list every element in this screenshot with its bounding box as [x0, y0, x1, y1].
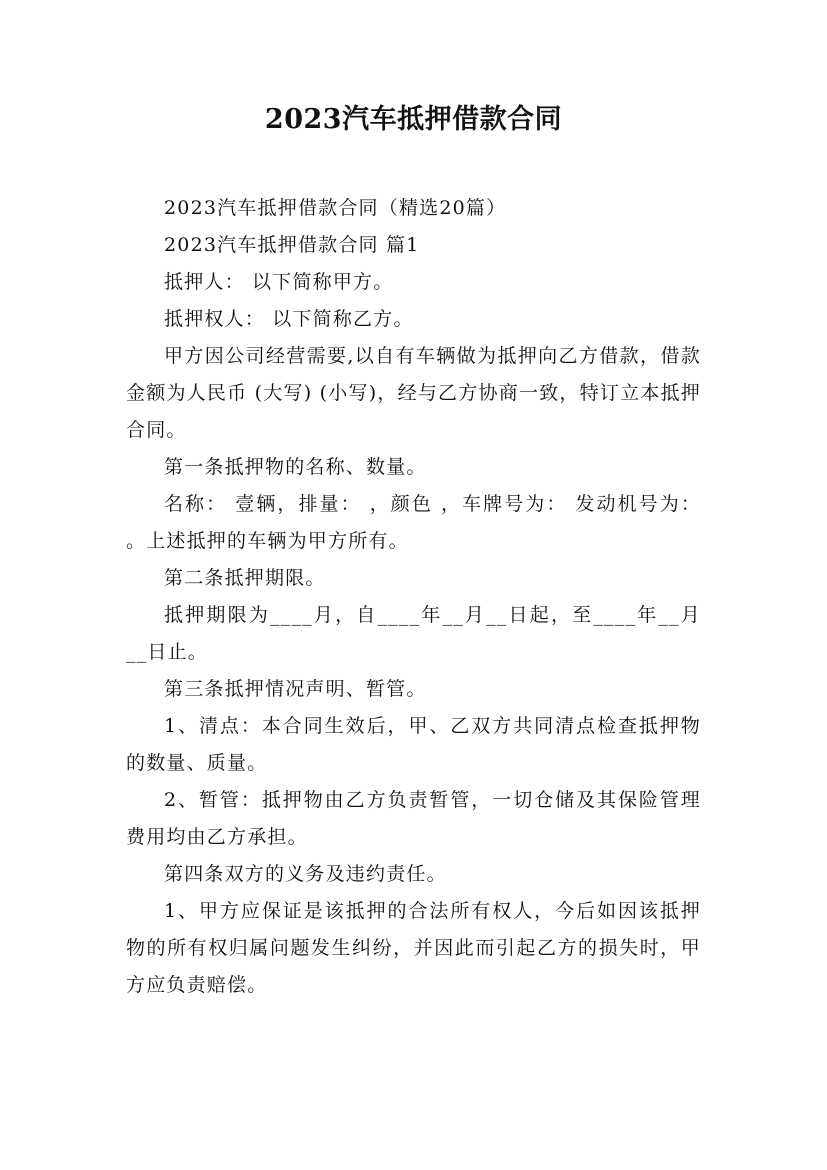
paragraph: 抵押权人： 以下简称乙方。: [164, 308, 414, 330]
paragraph: 第一条抵押物的名称、数量。: [164, 456, 427, 478]
paragraph: 第三条抵押情况声明、暂管。: [164, 678, 427, 700]
paragraph: 1、清点：本合同生效后，甲、乙双方共同清点检查抵押物的数量、质量。: [126, 715, 701, 774]
paragraph: 甲方因公司经营需要,以自有车辆做为抵押向乙方借款，借款金额为人民币 (大写) (小写)，经与乙方协商一致，特订立本抵押合同。: [126, 345, 701, 441]
paragraph: 抵押期限为____月，自____年__月__日起，至____年__月__日止。: [126, 604, 701, 663]
document-body: [126, 190, 701, 1004]
paragraph: 抵押人： 以下简称甲方。: [164, 271, 394, 293]
paragraph: 2023汽车抵押借款合同 篇1: [164, 234, 420, 256]
paragraph: 第四条双方的义务及违约责任。: [164, 863, 447, 885]
paragraph: 1、甲方应保证是该抵押的合法所有权人，今后如因该抵押物的所有权归属问题发生纠纷，并因此而引起乙方的损失时，甲方应负责赔偿。: [126, 900, 701, 996]
document-title: 2023汽车抵押借款合同: [264, 104, 563, 135]
paragraph: 2023汽车抵押借款合同（精选20篇）: [164, 197, 507, 219]
paragraph: 名称： 壹辆，排量： ，颜色 ，车牌号为： 发动机号为： 。上述抵押的车辆为甲方所有。: [126, 493, 701, 552]
paragraph: 第二条抵押期限。: [164, 567, 326, 589]
paragraph: 2、暂管：抵押物由乙方负责暂管，一切仓储及其保险管理费用均由乙方承担。: [126, 789, 701, 848]
